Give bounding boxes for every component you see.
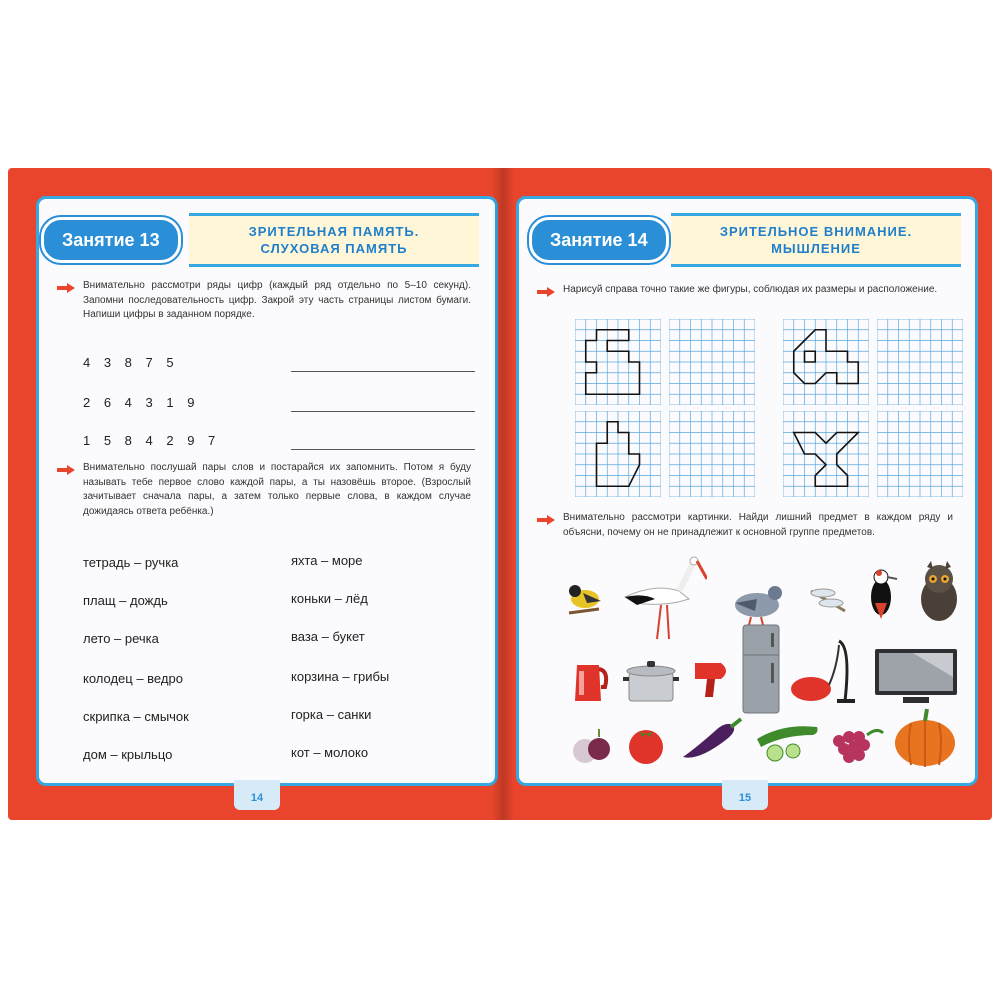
pigeon-icon (727, 579, 787, 629)
word-pair: яхта – море (291, 553, 363, 568)
cucumber-icon (753, 719, 823, 765)
grapes-icon (829, 723, 885, 765)
task-text: Внимательно рассмотри ряды цифр (каждый ряд отдельно по 5–10 секунд). Запомни последовательность цифр. Закрой эту часть страницы листом бумаги. Напиши цифры в заданном порядке. (83, 280, 471, 320)
spine-shadow (492, 168, 514, 820)
grid-with-figure (783, 411, 869, 497)
lesson-badge: Занятие 13 (41, 217, 181, 263)
lesson-title (671, 213, 961, 267)
empty-grid[interactable] (669, 319, 755, 405)
task-text: Внимательно послушай пары слов и постарайся их запомнить. Потом я буду называть тебе первое слово каждой пары, а ты назовёшь второе. (Взрослый зачитывает сначала пары, а затем только первые слова, в каждом случае дожидаясь ответа ребёнка.) (83, 462, 471, 517)
word-pair: корзина – грибы (291, 669, 390, 684)
vacuum-cleaner-icon (789, 637, 859, 711)
answer-line[interactable] (291, 449, 475, 450)
word-pair: тетрадь – ручка (83, 555, 179, 570)
word-pair: плащ – дождь (83, 593, 168, 608)
workbook-spread (8, 168, 992, 820)
task-text: Нарисуй справа точно такие же фигуры, соблюдая их размеры и расположение. (563, 284, 938, 295)
electric-kettle-icon (571, 657, 609, 705)
lesson-title (189, 213, 479, 267)
word-pair: кот – молоко (291, 745, 369, 760)
page-right (516, 196, 978, 786)
tv-monitor-icon (873, 647, 959, 709)
word-pair: горка – санки (291, 707, 372, 722)
pumpkin-icon (891, 707, 959, 769)
eggplant-icon (679, 717, 745, 767)
task-text: Внимательно рассмотри картинки. Найди лишний предмет в каждом ряду и объясни, почему он не принадлежит к основной группе предметов. (563, 512, 953, 538)
grid-with-figure (783, 319, 869, 405)
word-pair: скрипка – смычок (83, 709, 189, 724)
answer-line[interactable] (291, 411, 475, 412)
onion-icon (571, 727, 611, 767)
stork-icon (615, 555, 707, 645)
empty-grid[interactable] (877, 319, 963, 405)
page-number: 14 (234, 780, 280, 810)
word-pair: колодец – ведро (83, 671, 183, 686)
digit-sequence: 2 6 4 3 1 9 (83, 395, 200, 410)
hair-dryer-icon (691, 657, 731, 701)
word-pair: коньки – лёд (291, 591, 368, 606)
arrow-icon (57, 465, 75, 475)
grid-with-figure (575, 411, 661, 497)
digit-sequence: 4 3 8 7 5 (83, 355, 179, 370)
empty-grid[interactable] (669, 411, 755, 497)
arrow-icon (537, 515, 555, 525)
word-pair: лето – речка (83, 631, 159, 646)
woodpecker-icon (863, 567, 899, 623)
arrow-icon (57, 283, 75, 293)
tomato-icon (625, 721, 667, 765)
grid-with-figure (575, 319, 661, 405)
digit-sequence: 1 5 8 4 2 9 7 (83, 433, 221, 448)
page-number: 15 (722, 780, 768, 810)
refrigerator-icon (741, 623, 781, 715)
lesson-title-line2: МЫШЛЕНИЕ (771, 241, 861, 256)
lesson-title-line2: СЛУХОВАЯ ПАМЯТЬ (260, 241, 408, 256)
page-left (36, 196, 498, 786)
answer-line[interactable] (291, 371, 475, 372)
lesson-title-line1: ЗРИТЕЛЬНОЕ ВНИМАНИЕ. (719, 224, 913, 239)
lesson-title-line1: ЗРИТЕЛЬНАЯ ПАМЯТЬ. (248, 224, 420, 239)
lesson-badge: Занятие 14 (529, 217, 669, 263)
dragonfly-icon (807, 583, 849, 619)
word-pair: ваза – букет (291, 629, 365, 644)
arrow-icon (537, 287, 555, 297)
owl-icon (915, 561, 963, 625)
word-pair: дом – крыльцо (83, 747, 173, 762)
empty-grid[interactable] (877, 411, 963, 497)
cooking-pot-icon (623, 657, 679, 707)
goldfinch-bird-icon (563, 579, 607, 619)
